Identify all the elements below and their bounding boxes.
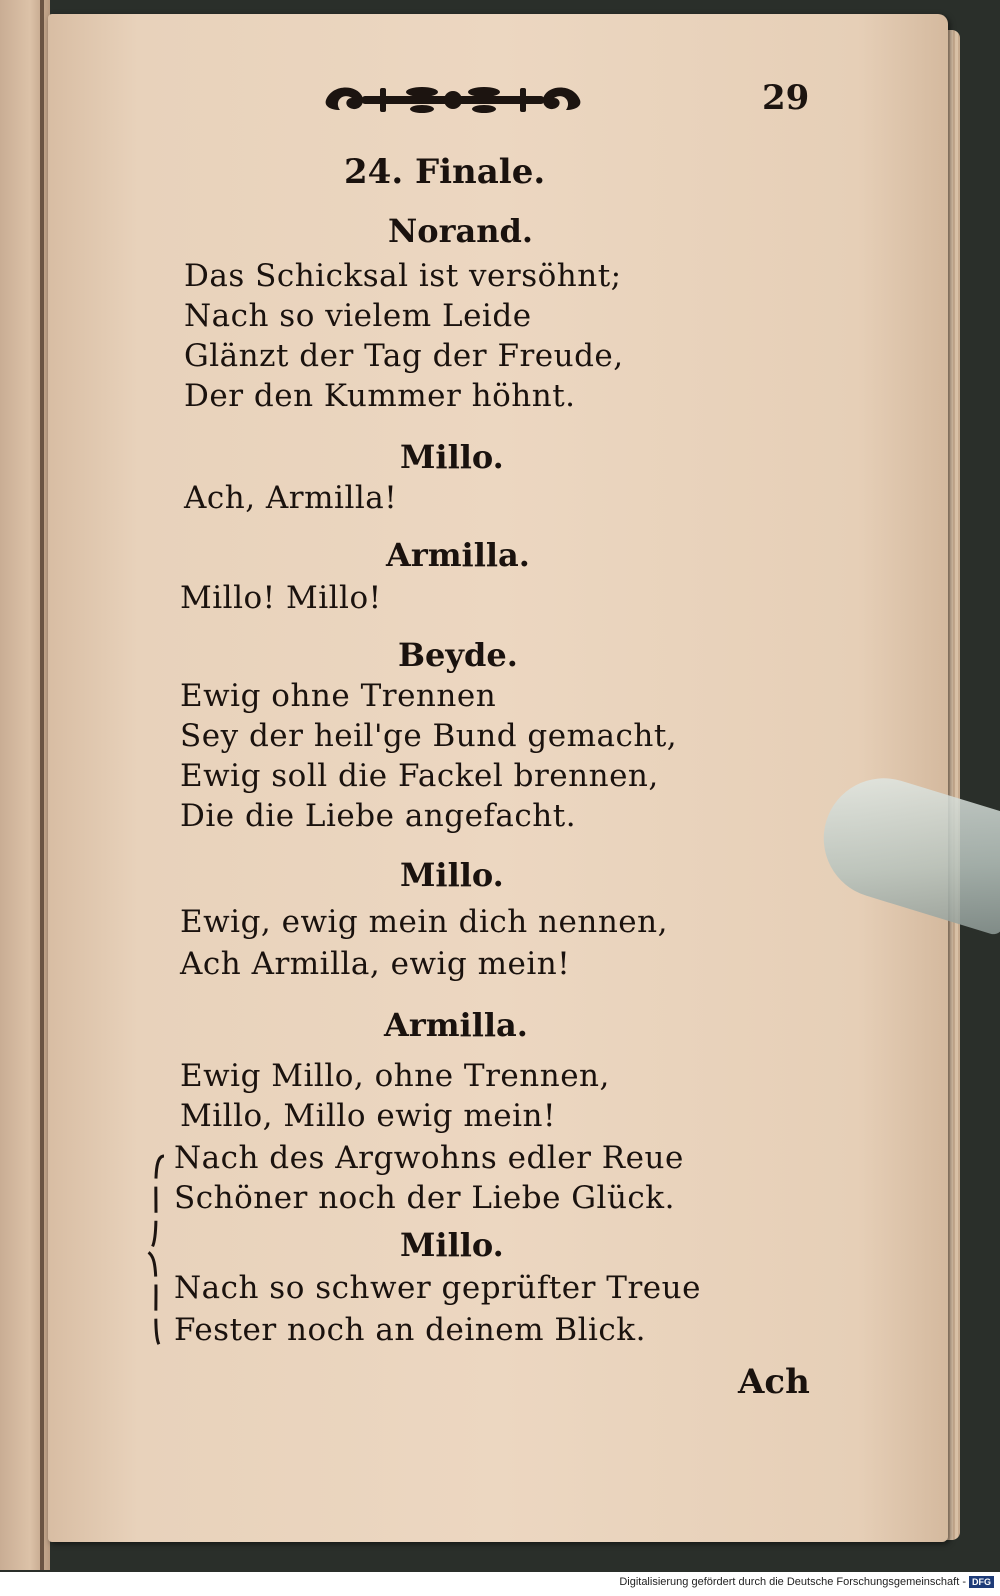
verse-line: Ewig Millo, ohne Trennen,	[180, 1058, 610, 1094]
speaker-name: Armilla.	[386, 536, 530, 574]
verse-line: Schöner noch der Liebe Glück.	[174, 1180, 675, 1216]
verse-line: Ach, Armilla!	[184, 480, 398, 516]
curly-brace-icon	[146, 1152, 168, 1352]
verse-line: Nach so vielem Leide	[184, 298, 532, 334]
verse-line: Sey der heil'ge Bund gemacht,	[180, 718, 678, 754]
verse-line: Ewig soll die Fackel brennen,	[180, 758, 659, 794]
verse-line: Die die Liebe angefacht.	[180, 798, 577, 834]
page-number: 29	[762, 78, 810, 118]
verse-line: Millo! Millo!	[180, 580, 382, 616]
catchword: Ach	[738, 1362, 810, 1402]
footer-credit: Digitalisierung gefördert durch die Deutsche Forschungsgemeinschaft -	[619, 1576, 966, 1588]
speaker-name: Norand.	[388, 212, 533, 250]
speaker-name: Beyde.	[398, 636, 518, 674]
verse-line: Nach so schwer geprüfter Treue	[174, 1270, 701, 1306]
book-spine	[40, 0, 44, 1570]
verse-line: Millo, Millo ewig mein!	[180, 1098, 556, 1134]
verse-line: Ewig ohne Trennen	[180, 678, 497, 714]
speaker-name: Armilla.	[384, 1006, 528, 1044]
verse-line: Nach des Argwohns edler Reue	[174, 1140, 684, 1176]
dfg-logo: DFG	[969, 1576, 994, 1588]
speaker-name: Millo.	[400, 438, 504, 476]
footer-bar	[0, 1572, 1000, 1596]
verse-line: Glänzt der Tag der Freude,	[184, 338, 624, 374]
ornament-icon	[322, 78, 584, 122]
verse-line: Fester noch an deinem Blick.	[174, 1312, 646, 1348]
verse-line: Ewig, ewig mein dich nennen,	[180, 904, 668, 940]
section-heading: 24. Finale.	[344, 152, 546, 192]
speaker-name: Millo.	[400, 856, 504, 894]
speaker-name: Millo.	[400, 1226, 504, 1264]
verse-line: Der den Kummer höhnt.	[184, 378, 576, 414]
verse-line: Ach Armilla, ewig mein!	[180, 946, 571, 982]
verse-line: Das Schicksal ist versöhnt;	[184, 258, 622, 294]
